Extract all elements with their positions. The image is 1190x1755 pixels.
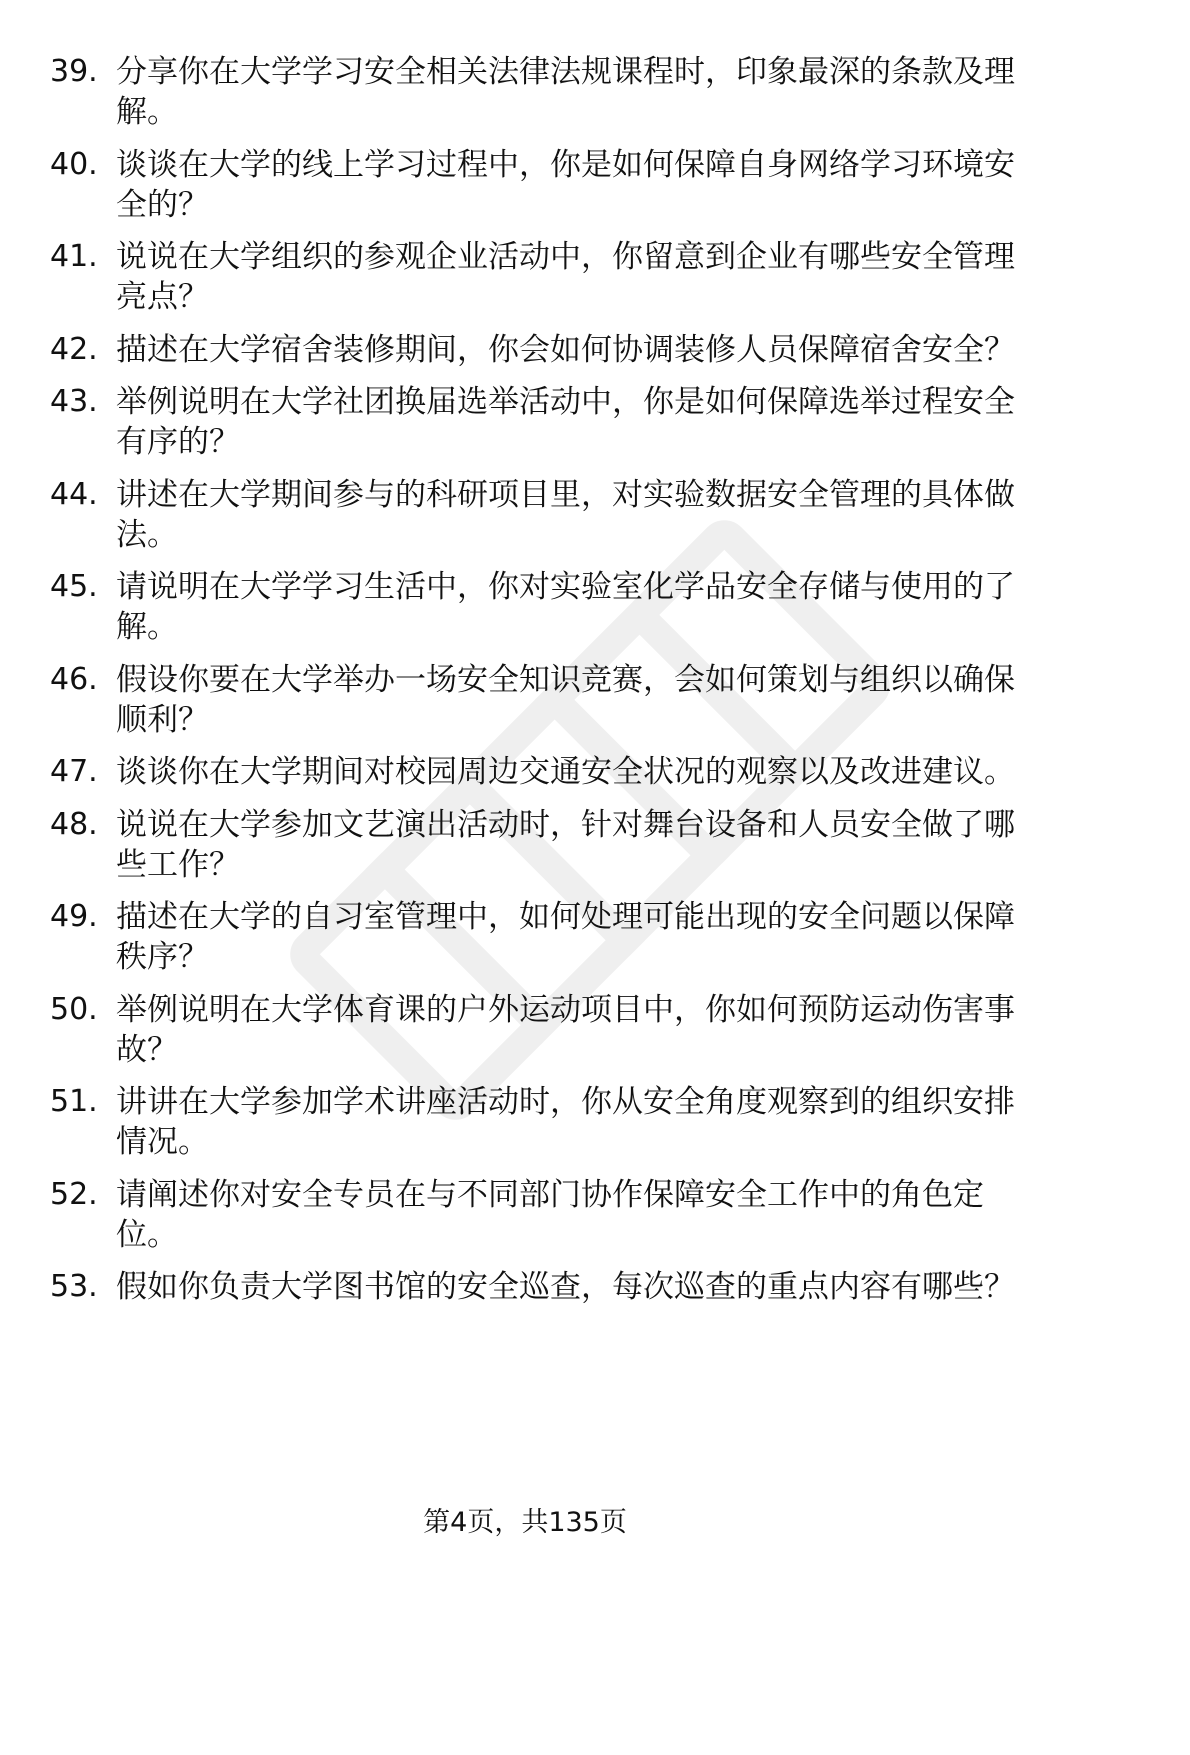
question-number: 50.: [50, 991, 98, 1027]
list-item: [50, 567, 1025, 647]
question-text: 说说在大学参加文艺演出活动时，针对舞台设备和人员安全做了哪些工作？: [116, 806, 1015, 883]
question-number: 51.: [50, 1084, 98, 1119]
list-item: [50, 330, 1025, 370]
question-number: 46.: [50, 661, 98, 697]
list-item: [50, 475, 1025, 555]
question-text: 讲讲在大学参加学术讲座活动时，你从安全角度观察到的组织安排情况。: [116, 1084, 1015, 1160]
question-text: 谈谈你在大学期间对校园周边交通安全状况的观察以及改进建议。: [116, 754, 1015, 790]
list-item: [50, 805, 1025, 885]
list-item: [50, 145, 1025, 225]
list-item: [50, 237, 1025, 317]
question-number: 42.: [50, 331, 98, 367]
question-text: 分享你在大学学习安全相关法律法规课程时，印象最深的条款及理解。: [116, 54, 1015, 130]
question-text: 请说明在大学学习生活中，你对实验室化学品安全存储与使用的了解。: [116, 569, 1015, 645]
question-number: 53.: [50, 1269, 98, 1304]
question-number: 44.: [50, 476, 98, 512]
question-text: 描述在大学的自习室管理中，如何处理可能出现的安全问题以保障秩序？: [116, 899, 1015, 975]
question-text: 谈谈在大学的线上学习过程中，你是如何保障自身网络学习环境安全的？: [116, 146, 1015, 223]
question-number: 39.: [50, 54, 98, 89]
question-text: 假设你要在大学举办一场安全知识竞赛，会如何策划与组织以确保顺利？: [116, 661, 1015, 738]
question-number: 45.: [50, 569, 98, 604]
page-footer: [0, 1505, 1050, 1541]
list-item: [50, 1267, 1025, 1307]
question-number: 52.: [50, 1176, 98, 1212]
question-number: 41.: [50, 239, 98, 274]
list-item: [50, 382, 1025, 462]
question-list: [50, 52, 1025, 1320]
question-text: 说说在大学组织的参观企业活动中，你留意到企业有哪些安全管理亮点？: [116, 239, 1015, 315]
question-text: 假如你负责大学图书馆的安全巡查，每次巡查的重点内容有哪些？: [116, 1269, 1015, 1305]
list-item: [50, 52, 1025, 132]
list-item: [50, 1082, 1025, 1162]
page-number-label: 第4页，共135页: [423, 1507, 627, 1538]
list-item: [50, 660, 1025, 740]
question-number: 47.: [50, 754, 98, 789]
question-number: 43.: [50, 384, 98, 419]
list-item: [50, 990, 1025, 1070]
question-number: 48.: [50, 806, 98, 842]
list-item: [50, 752, 1025, 792]
question-text: 描述在大学宿舍装修期间，你会如何协调装修人员保障宿舍安全？: [116, 331, 1015, 368]
question-text: 举例说明在大学社团换届选举活动中，你是如何保障选举过程安全有序的？: [116, 384, 1015, 460]
question-number: 40.: [50, 146, 98, 182]
list-item: [50, 1175, 1025, 1255]
question-text: 举例说明在大学体育课的户外运动项目中，你如何预防运动伤害事故？: [116, 991, 1015, 1068]
list-item: [50, 897, 1025, 977]
question-text: 讲述在大学期间参与的科研项目里，对实验数据安全管理的具体做法。: [116, 476, 1015, 553]
question-text: 请阐述你对安全专员在与不同部门协作保障安全工作中的角色定位。: [116, 1176, 984, 1253]
question-number: 49.: [50, 899, 98, 934]
